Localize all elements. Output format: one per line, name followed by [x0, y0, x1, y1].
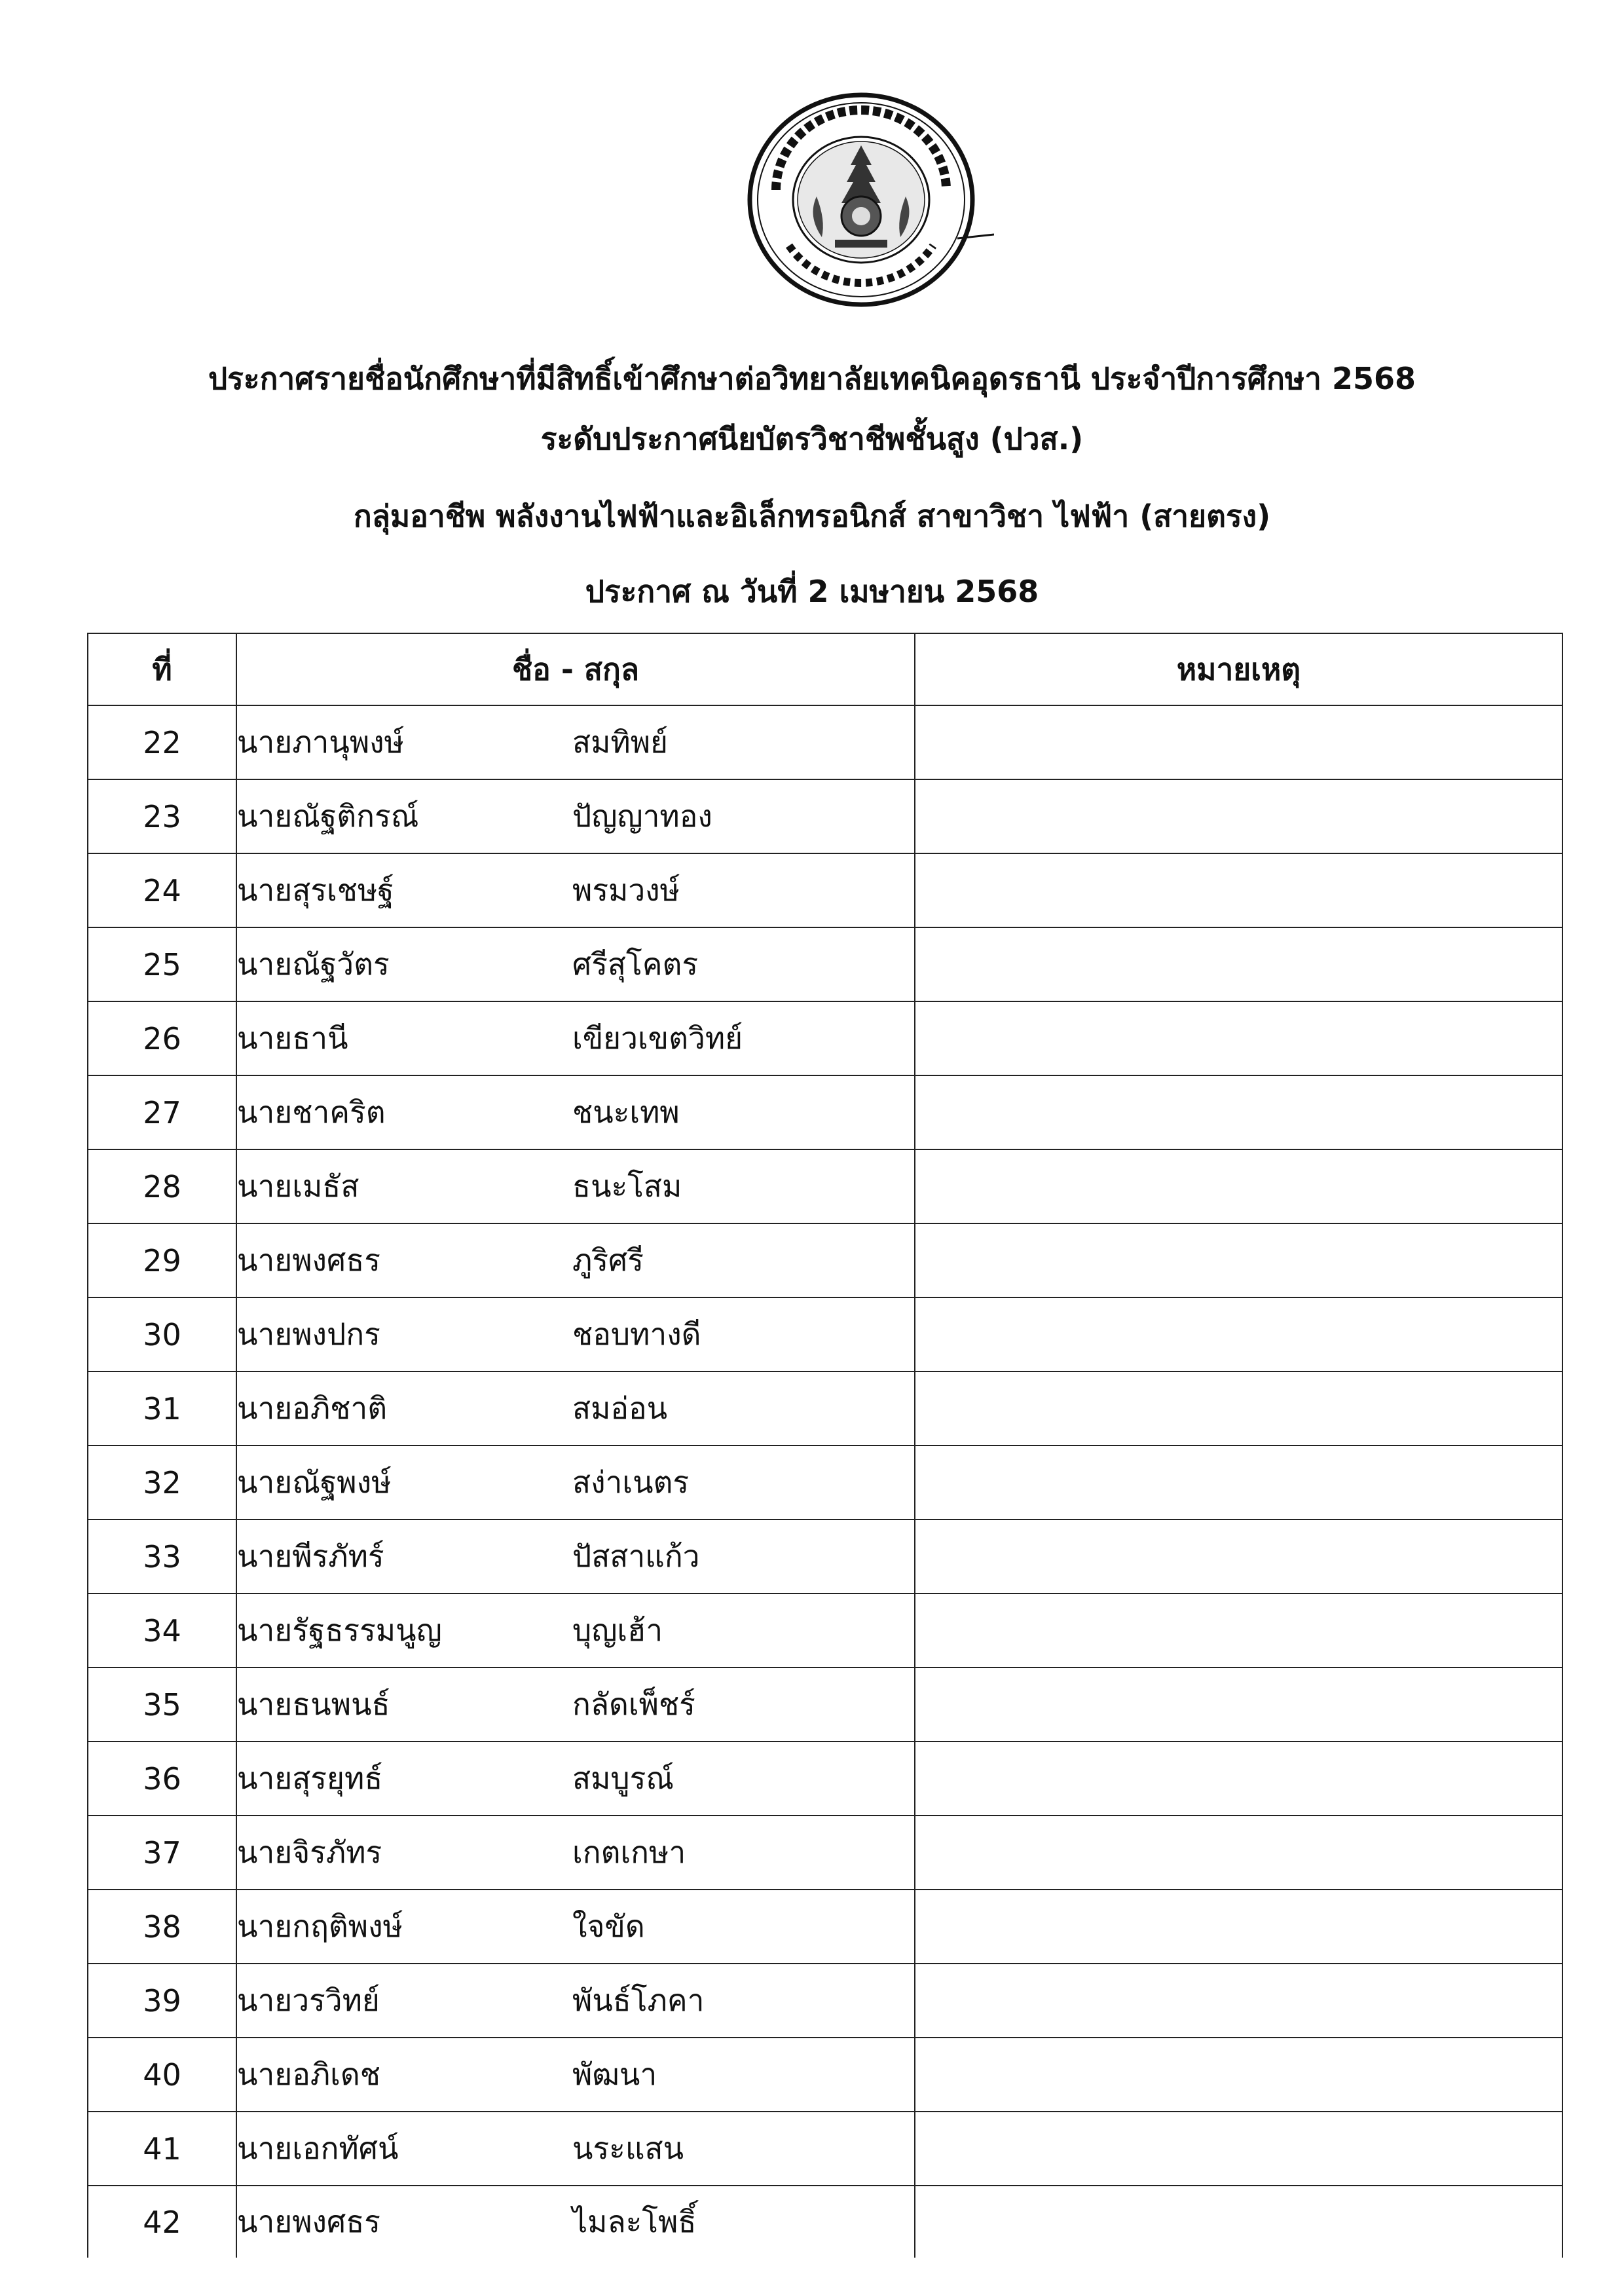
table-row: [88, 1223, 1562, 1297]
last-name: สมอ่อน: [572, 1390, 668, 1426]
first-name: นายณัฐติกรณ์: [237, 798, 419, 834]
first-name: นายพงศธร: [237, 1242, 380, 1278]
row-remark: [915, 2112, 1562, 2186]
row-remark: [915, 1816, 1562, 1890]
row-full-name: [236, 1075, 915, 1149]
last-name: เกตเกษา: [572, 1835, 686, 1870]
last-name: ชนะเทพ: [572, 1094, 680, 1130]
row-full-name: [236, 1964, 915, 2038]
table-row: [88, 853, 1562, 927]
last-name: พรมวงษ์: [572, 872, 680, 908]
last-name: บุญเฮ้า: [572, 1612, 663, 1648]
table-row: [88, 1075, 1562, 1149]
pen-tick-mark: [957, 233, 994, 240]
row-remark: [915, 779, 1562, 853]
table-row: [88, 1668, 1562, 1742]
row-remark: [915, 1075, 1562, 1149]
table-row: [88, 2112, 1562, 2186]
row-remark: [915, 1519, 1562, 1594]
row-number: 24: [88, 853, 236, 927]
row-number: 40: [88, 2038, 236, 2112]
first-name: นายอภิชาติ: [237, 1390, 388, 1426]
table-row: [88, 1149, 1562, 1223]
row-remark: [915, 1371, 1562, 1445]
row-remark: [915, 927, 1562, 1001]
first-name: นายชาคริต: [237, 1094, 386, 1130]
table-row: [88, 779, 1562, 853]
table-row: [88, 1742, 1562, 1816]
row-full-name: [236, 705, 915, 779]
row-full-name: [236, 1816, 915, 1890]
table-row: [88, 1445, 1562, 1519]
last-name: ชอบทางดี: [572, 1316, 701, 1352]
last-name: ธนะโสม: [572, 1168, 682, 1204]
row-full-name: [236, 2038, 915, 2112]
first-name: นายกฤติพงษ์: [237, 1909, 403, 1944]
college-seal-logo: [743, 92, 979, 308]
row-remark: [915, 2038, 1562, 2112]
row-remark: [915, 1001, 1562, 1075]
first-name: นายรัฐธรรมนูญ: [237, 1612, 442, 1648]
table-row: [88, 1816, 1562, 1890]
header-remark: หมายเหตุ: [915, 633, 1562, 705]
table-row: [88, 1001, 1562, 1075]
last-name: เขียวเขตวิทย์: [572, 1020, 743, 1056]
row-number: 27: [88, 1075, 236, 1149]
row-number: 35: [88, 1668, 236, 1742]
row-number: 23: [88, 779, 236, 853]
table-row: [88, 2038, 1562, 2112]
first-name: นายณัฐพงษ์: [237, 1464, 392, 1500]
table-row: [88, 1519, 1562, 1594]
row-number: 36: [88, 1742, 236, 1816]
row-remark: [915, 1890, 1562, 1964]
first-name: นายเมธัส: [237, 1168, 360, 1204]
last-name: สง่าเนตร: [572, 1464, 690, 1500]
row-number: 26: [88, 1001, 236, 1075]
first-name: นายอภิเดช: [237, 2057, 380, 2092]
row-remark: [915, 1149, 1562, 1223]
row-remark: [915, 1297, 1562, 1371]
row-remark: [915, 1668, 1562, 1742]
first-name: นายธนพนธ์: [237, 1687, 390, 1722]
first-name: นายพีรภัทร์: [237, 1538, 384, 1574]
row-number: 34: [88, 1594, 236, 1668]
first-name: นายณัฐวัตร: [237, 946, 390, 982]
row-full-name: [236, 1519, 915, 1594]
last-name: ปัสสาแก้ว: [572, 1538, 700, 1574]
row-full-name: [236, 1149, 915, 1223]
table-row: [88, 1594, 1562, 1668]
row-number: 41: [88, 2112, 236, 2186]
last-name: ปัญญาทอง: [572, 798, 712, 834]
table-row: [88, 2186, 1562, 2258]
row-number: 32: [88, 1445, 236, 1519]
first-name: นายเอกทัศน์: [237, 2131, 399, 2166]
row-number: 29: [88, 1223, 236, 1297]
row-remark: [915, 1594, 1562, 1668]
row-number: 39: [88, 1964, 236, 2038]
last-name: กลัดเพ็ชร์: [572, 1687, 695, 1722]
table-row: [88, 1297, 1562, 1371]
announcement-title: ประกาศรายชื่อนักศึกษาที่มีสิทธิ์เข้าศึกษาต่อวิทยาลัยเทคนิคอุดรธานี ประจำปีการศึกษา 2568: [208, 361, 1416, 396]
row-remark: [915, 705, 1562, 779]
announcement-date: ประกาศ ณ วันที่ 2 เมษายน 2568: [585, 574, 1039, 609]
row-full-name: [236, 1371, 915, 1445]
first-name: นายพงศธร: [237, 2204, 380, 2239]
first-name: นายสุรยุทธ์: [237, 1761, 383, 1796]
row-remark: [915, 1964, 1562, 2038]
row-number: 37: [88, 1816, 236, 1890]
first-name: นายสุรเชษฐ์: [237, 872, 394, 908]
roster-body: [88, 705, 1562, 2258]
header-number: ที่: [88, 633, 236, 705]
row-number: 31: [88, 1371, 236, 1445]
row-full-name: [236, 1742, 915, 1816]
education-level: ระดับประกาศนียบัตรวิชาชีพชั้นสูง (ปวส.): [540, 421, 1084, 457]
last-name: สมทิพย์: [572, 724, 668, 760]
row-full-name: [236, 1890, 915, 1964]
row-remark: [915, 2186, 1562, 2258]
header-name: ชื่อ - สกุล: [236, 633, 915, 705]
first-name: นายพงปกร: [237, 1316, 380, 1352]
last-name: พัฒนา: [572, 2057, 657, 2092]
table-row: [88, 1371, 1562, 1445]
row-full-name: [236, 1297, 915, 1371]
table-row: [88, 1890, 1562, 1964]
row-number: 33: [88, 1519, 236, 1594]
row-full-name: [236, 853, 915, 927]
row-remark: [915, 1742, 1562, 1816]
row-remark: [915, 853, 1562, 927]
table-row: [88, 927, 1562, 1001]
first-name: นายภานุพงษ์: [237, 724, 404, 760]
row-remark: [915, 1223, 1562, 1297]
student-roster-table: [87, 633, 1563, 2258]
row-full-name: [236, 1594, 915, 1668]
last-name: สมบูรณ์: [572, 1761, 674, 1796]
row-number: 38: [88, 1890, 236, 1964]
last-name: ใจขัด: [572, 1909, 645, 1944]
program-group: กลุ่มอาชีพ พลังงานไฟฟ้าและอิเล็กทรอนิกส์ สาขาวิชา ไฟฟ้า (สายตรง): [353, 498, 1271, 534]
row-number: 30: [88, 1297, 236, 1371]
row-full-name: [236, 1668, 915, 1742]
row-full-name: [236, 927, 915, 1001]
row-remark: [915, 1445, 1562, 1519]
first-name: นายวรวิทย์: [237, 1983, 380, 2018]
table-header-row: [88, 633, 1562, 705]
row-full-name: [236, 2186, 915, 2258]
last-name: ศรีสุโคตร: [572, 946, 699, 982]
row-number: 25: [88, 927, 236, 1001]
row-full-name: [236, 779, 915, 853]
last-name: ไมละโพธิ์: [572, 2204, 697, 2239]
row-number: 28: [88, 1149, 236, 1223]
row-full-name: [236, 2112, 915, 2186]
row-full-name: [236, 1001, 915, 1075]
first-name: นายธานี: [237, 1020, 348, 1056]
row-full-name: [236, 1445, 915, 1519]
row-number: 22: [88, 705, 236, 779]
last-name: ภูริศรี: [572, 1242, 644, 1278]
first-name: นายจิรภัทร: [237, 1835, 382, 1870]
row-number: 42: [88, 2186, 236, 2258]
last-name: พันธ์โภคา: [572, 1983, 705, 2018]
last-name: นระแสน: [572, 2131, 684, 2166]
table-row: [88, 705, 1562, 779]
table-row: [88, 1964, 1562, 2038]
row-full-name: [236, 1223, 915, 1297]
